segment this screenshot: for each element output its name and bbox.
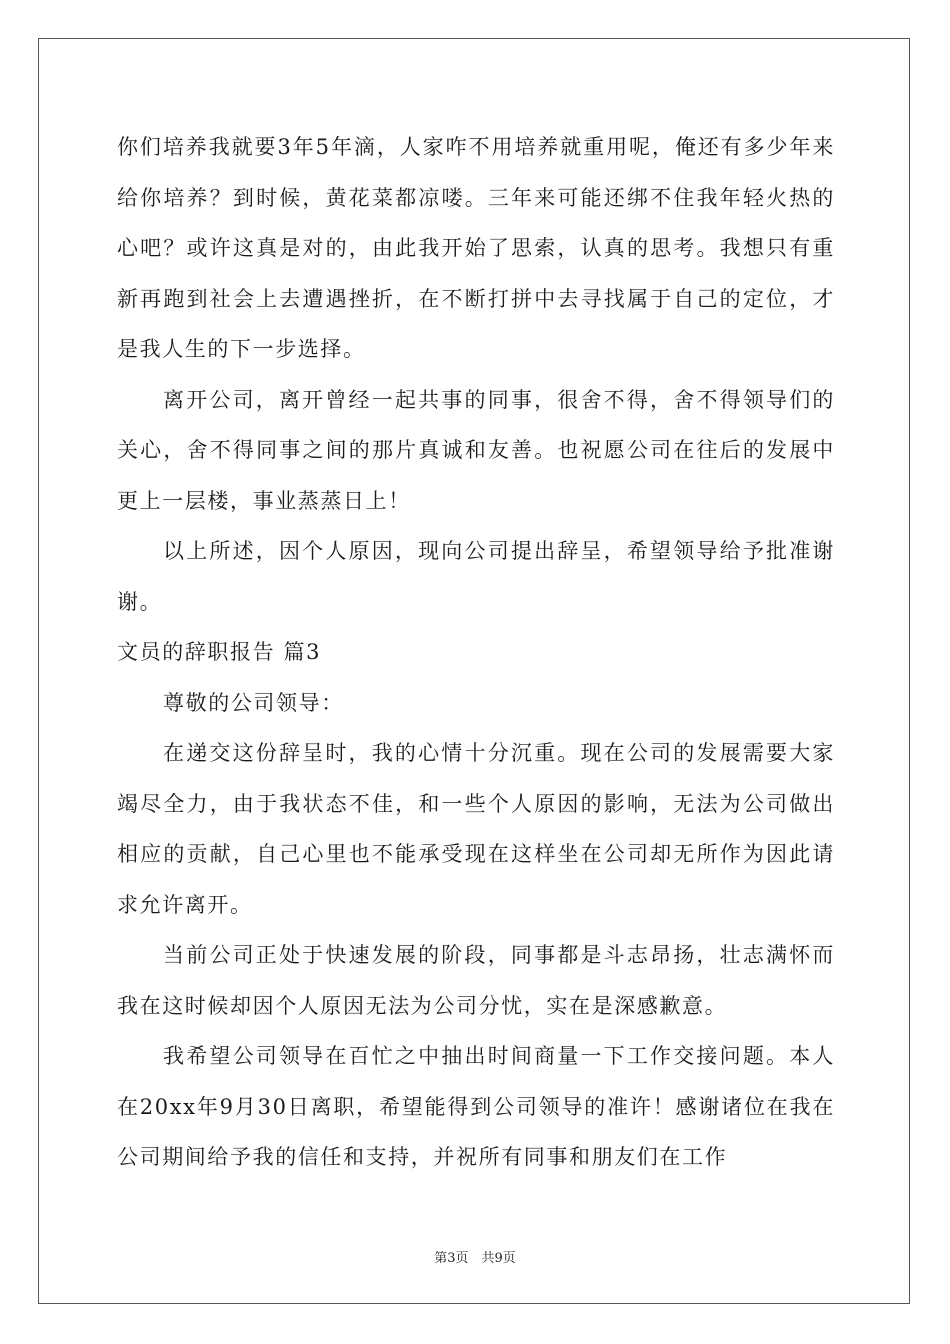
page-number: 第3页 共9页 (434, 1251, 516, 1266)
body-paragraph: 离开公司，离开曾经一起共事的同事，很舍不得，舍不得领导们的关心，舍不得同事之间的那片真诚和友善。也祝愿公司在往后的发展中更上一层楼，事业蒸蒸日上！ (117, 387, 835, 513)
body-paragraph: 以上所述，因个人原因，现向公司提出辞呈，希望领导给予批准谢谢。 (117, 539, 835, 614)
body-paragraph: 在递交这份辞呈时，我的心情十分沉重。现在公司的发展需要大家竭尽全力，由于我状态不佳，和一些个人原因的影响，无法为公司做出相应的贡献，自己心里也不能承受现在这样坐在公司却无所作为因此请求允许离开。 (117, 741, 835, 917)
salutation: 尊敬的公司领导： (163, 690, 344, 715)
document-body (117, 122, 835, 1183)
body-paragraph-continuation: 你们培养我就要3年5年滴，人家咋不用培养就重用呢，俺还有多少年来给你培养？到时候，黄花菜都凉喽。三年来可能还绑不住我年轻火热的心吧？或许这真是对的，由此我开始了思索，认真的思考。我想只有重新再跑到社会上去遭遇挫折，在不断打拼中去寻找属于自己的定位，才是我人生的下一步选择。 (117, 135, 835, 361)
body-paragraph: 我希望公司领导在百忙之中抽出时间商量一下工作交接问题。本人在20xx年9月30日离职，希望能得到公司领导的准许！感谢诸位在我在公司期间给予我的信任和支持，并祝所有同事和朋友们在工作 (117, 1044, 835, 1169)
body-paragraph: 当前公司正处于快速发展的阶段，同事都是斗志昂扬，壮志满怀而我在这时候却因个人原因无法为公司分忧，实在是深感歉意。 (117, 943, 835, 1018)
section-heading: 文员的辞职报告 篇3 (117, 640, 322, 664)
